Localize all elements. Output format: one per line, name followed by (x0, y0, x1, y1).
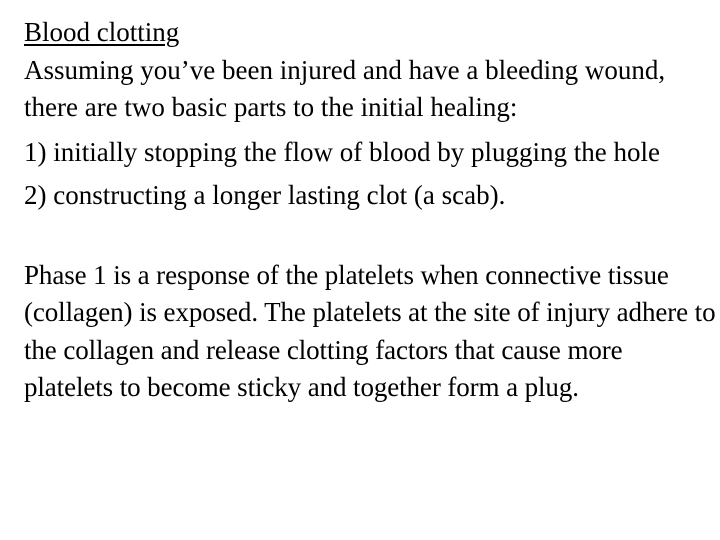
intro-paragraph: Assuming you’ve been injured and have a bleeding wound, there are two basic parts to the initial healing: (24, 54, 666, 122)
list-item: 1) initially stopping the flow of blood by plugging the hole (24, 136, 660, 167)
list-item: 2) constructing a longer lasting clot (a scab). (24, 180, 506, 210)
phase-1-paragraph: Phase 1 is a response of the platelets when connective tissue (collagen) is exposed. The platelets at the site of injury adhere to the collagen and release clotting factors that cause more platelets to become sticky and together form a plug. (24, 259, 716, 402)
slide-content (24, 14, 718, 407)
slide-title: Blood clotting (24, 17, 180, 47)
